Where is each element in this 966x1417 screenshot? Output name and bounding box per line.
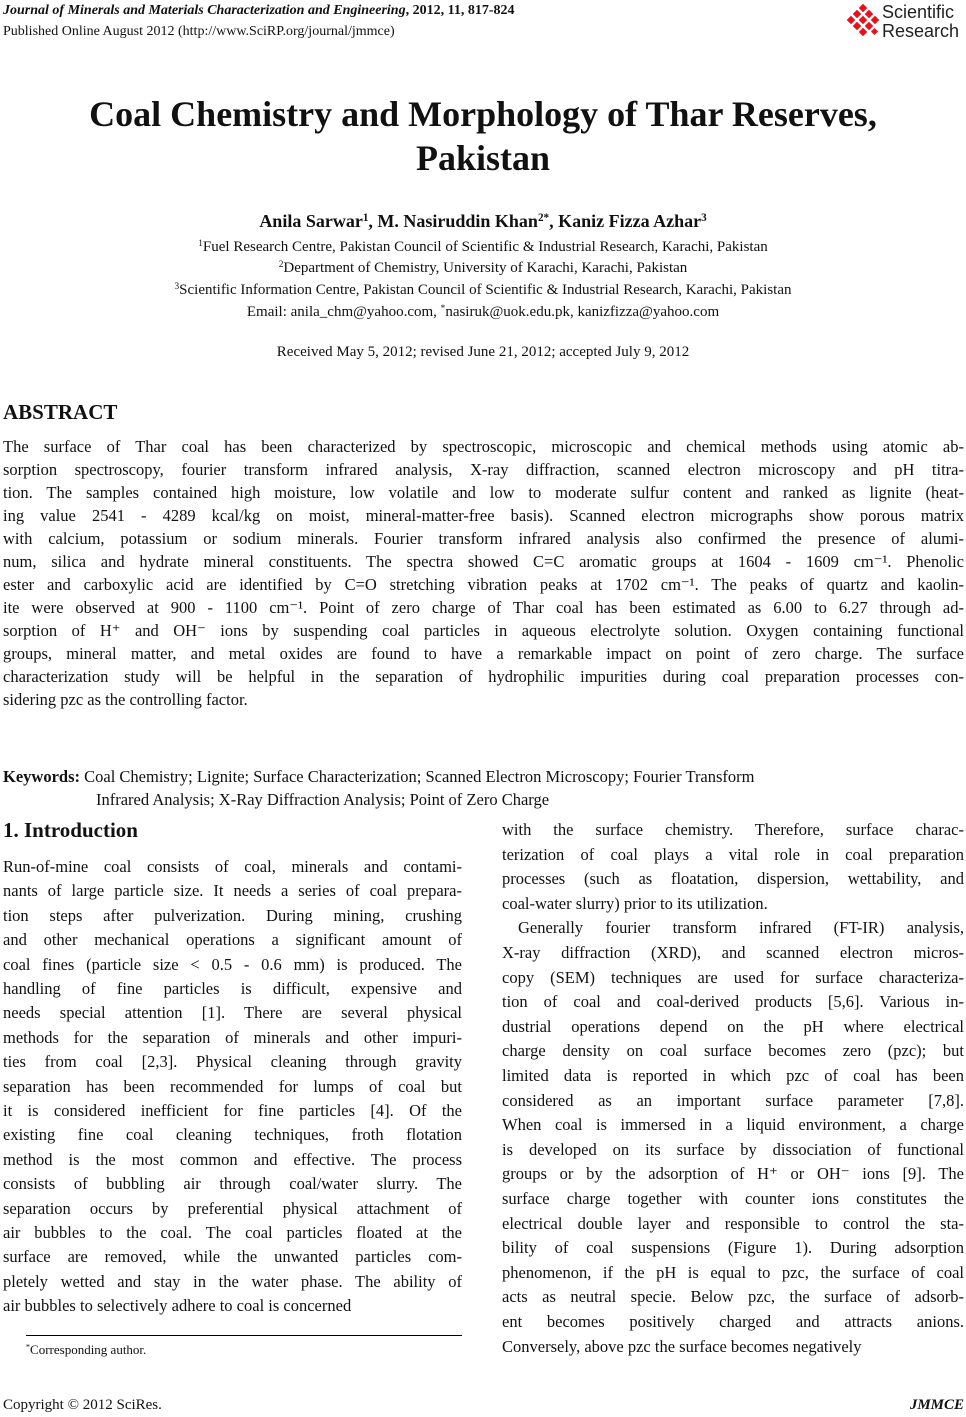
body-text-line: When coal is immersed in a liquid environment, a charge (502, 1115, 964, 1135)
abstract-line: sorption of H⁺ and OH⁻ ions by suspending coal particles in aqueous electrolyte solution. Oxygen containing functional (3, 621, 964, 640)
body-text-line: with the surface chemistry. Therefore, surface charac- (502, 820, 964, 839)
footnote-mark: * (26, 1342, 31, 1352)
abstract-heading: ABSTRACT (3, 400, 118, 424)
keywords-continued: Infrared Analysis; X-Ray Diffraction Analysis; Point of Zero Charge (96, 790, 550, 809)
body-text-line: processes (such as floatation, dispersion, wettability, and (502, 869, 964, 889)
abstract-line: sorption spectroscopy, fourier transform infrared analysis, X-ray diffraction, scanned electron microscopy and pH titra- (3, 460, 964, 479)
body-text-line: needs special attention [1]. There are several physical (3, 1003, 462, 1023)
body-text-line: tion of coal and coal-derived products [5,6]. Various in- (502, 992, 964, 1012)
body-text-line: separation has been recommended for lumps of coal but (3, 1076, 462, 1096)
journal-citation (3, 3, 514, 19)
published-online: Published Online August 2012 (http://www.SciRP.org/journal/jmmce) (3, 24, 395, 39)
affiliation-text: Fuel Research Centre, Pakistan Council of Scientific & Industrial Research, Karachi, Pakistan (202, 239, 768, 255)
body-text-line: ent becomes positively charged and attracts anions. (502, 1312, 964, 1331)
affiliation-mark: 2 (278, 259, 284, 270)
body-text-line: separation occurs by preferential physical attachment of (3, 1198, 462, 1218)
author-affiliation-mark: 1 (362, 211, 369, 224)
journal-name: Journal of Minerals and Materials Characterization and Engineering (3, 3, 406, 18)
affiliation-text: Scientific Information Centre, Pakistan Council of Scientific & Industrial Research, Karachi, Pakistan (179, 282, 792, 298)
corresponding-mark: * (440, 303, 446, 314)
journal-abbreviation: JMMCE (909, 1397, 964, 1413)
body-text-line: is developed on its surface by dissociation of functional (502, 1139, 964, 1159)
body-text-line: method is the most common and effective. The process (3, 1149, 462, 1169)
body-text-line: nants of large particle size. It needs a series of coal prepara- (3, 881, 462, 901)
footnote-text: Corresponding author. (30, 1342, 147, 1357)
body-text-line: phenomenon, if the pH is equal to pzc, the surface of coal (502, 1262, 964, 1282)
body-text-line: limited data is reported in which pzc of coal has been (502, 1066, 964, 1085)
abstract-line: ite were observed at 900 - 1100 cm⁻¹. Point of zero charge of Thar coal has been estimated as 6.00 to 6.27 through ad- (3, 598, 964, 617)
footnote (26, 1342, 146, 1358)
author-list (0, 211, 966, 232)
journal-volume-pages: , 2012, 11, 817-824 (405, 3, 515, 18)
body-text-line: existing fine coal cleaning techniques, froth flotation (3, 1125, 462, 1145)
abstract-line: with calcium, potassium or sodium minerals. Fourier transform infrared analysis also confirmed the presence of alumi- (3, 529, 964, 548)
affiliation-text: Department of Chemistry, University of Karachi, Karachi, Pakistan (283, 260, 688, 276)
body-text-line: and other mechanical operations a significant amount of (3, 930, 462, 950)
body-text-line: charge density on coal surface becomes zero (pzc); but (502, 1041, 964, 1061)
body-text-line: Generally fourier transform infrared (FT-IR) analysis, (518, 918, 964, 938)
email-line (0, 304, 966, 321)
received-dates: Received May 5, 2012; revised June 21, 2012; accepted July 9, 2012 (276, 344, 690, 360)
affiliation-mark: 3 (174, 281, 180, 292)
affiliation-mark: 1 (198, 238, 203, 249)
keywords (3, 767, 755, 787)
body-text-line: consists of bubbling air through coal/water slurry. The (3, 1174, 462, 1194)
body-text-line: acts as neutral specie. Below pzc, the surface of adsorb- (502, 1287, 964, 1307)
abstract-line: ester and carboxylic acid are identified by C=O stretching vibration peaks at 1702 cm⁻¹. The peaks of quartz and kaolin- (3, 575, 964, 594)
body-text-line: bility of coal suspensions (Figure 1). During adsorption (502, 1238, 964, 1258)
body-text-line: Run-of-mine coal consists of coal, minerals and contami- (3, 857, 462, 876)
abstract-line: The surface of Thar coal has been characterized by spectroscopic, microscopic and chemical methods using atomic ab- (3, 437, 964, 456)
author-affiliation-mark: 2* (537, 211, 550, 224)
affiliation (0, 260, 966, 277)
abstract-line: tion. The samples contained high moisture, low volatile and low to moderate sulfur content and ranked as lignite (heat- (3, 483, 964, 502)
body-text-line: copy (SEM) techniques are used for surface characteriza- (502, 967, 964, 987)
introduction-heading: 1. Introduction (3, 818, 138, 842)
body-text-line: ties from coal [2,3]. Physical cleaning through gravity (3, 1052, 462, 1072)
body-text-line: handling of fine particles is difficult, expensive and (3, 979, 462, 998)
author-separator: , (368, 211, 378, 231)
email-text[interactable]: Email: anila_chm@yahoo.com, (246, 304, 441, 320)
body-text-line: X-ray diffraction (XRD), and scanned electron micros- (502, 943, 964, 962)
affiliation (0, 282, 966, 299)
body-text-line: considered as an important surface parameter [7,8]. (502, 1090, 964, 1110)
body-text-line: coal-water slurry) prior to its utilization. (502, 893, 768, 913)
body-text-line: dustrial operations depend on the pH where electrical (502, 1016, 964, 1036)
body-text-line: pletely wetted and stay in the water phase. The ability of (3, 1271, 462, 1291)
body-text-line: tion steps after pulverization. During mining, crushing (3, 905, 462, 925)
abstract-line: num, silica and hydrate mineral constituents. The spectra showed C=C aromatic groups at 1604 - 1609 cm⁻¹. Phenolic (3, 552, 964, 571)
title-line-1: Coal Chemistry and Morphology of Thar Reserves, (89, 94, 877, 134)
logo-diamonds-icon (846, 4, 880, 40)
body-text-line: surface are removed, while the unwanted particles com- (3, 1247, 462, 1267)
body-text-line: air bubbles to selectively adhere to coal is concerned (3, 1296, 352, 1316)
keywords-label: Keywords: (3, 767, 80, 786)
author-affiliation-mark: 3 (701, 211, 707, 224)
keywords-text: Coal Chemistry; Lignite; Surface Characterization; Scanned Electron Microscopy; Fourier Transform (80, 767, 755, 786)
body-text-line: air bubbles to the coal. The coal particles floated at the (3, 1223, 462, 1242)
author-separator: , (549, 211, 559, 231)
email-text[interactable]: nasiruk@uok.edu.pk, kanizfizza@yahoo.com (445, 304, 720, 320)
body-text-line: surface charge together with counter ions constitutes the (502, 1189, 964, 1208)
author-name: Kaniz Fizza Azhar (558, 211, 702, 231)
copyright: Copyright © 2012 SciRes. (3, 1397, 162, 1413)
body-text-line: electrical double layer and responsible to control the sta- (502, 1213, 964, 1233)
body-text-line: terization of coal plays a vital role in coal preparation (502, 844, 964, 864)
scientific-research-logo (846, 2, 966, 46)
author-name: M. Nasiruddin Khan (377, 211, 538, 231)
abstract-line: characterization study will be helpful in the separation of hydrophilic impurities during coal preparation processes con- (3, 667, 964, 686)
paper-title (0, 92, 966, 180)
footnote-divider (26, 1335, 462, 1336)
title-line-2: Pakistan (415, 138, 551, 178)
logo-text-line2: Research (882, 21, 960, 41)
affiliation (0, 239, 966, 256)
abstract-line: groups, mineral matter, and metal oxides are found to have a remarkable impact on point of zero charge. The surface (3, 644, 964, 663)
abstract-line: sidering pzc as the controlling factor. (3, 690, 248, 709)
body-text-line: methods for the separation of minerals and other impuri- (3, 1027, 462, 1047)
body-text-line: groups or by the adsorption of H⁺ or OH⁻ ions [9]. The (502, 1164, 964, 1184)
body-text-line: Conversely, above pzc the surface becomes negatively (502, 1336, 862, 1356)
body-text-line: coal fines (particle size < 0.5 - 0.6 mm) is produced. The (3, 954, 462, 974)
author-name: Anila Sarwar (259, 211, 363, 231)
logo-text-line1: Scientific (882, 2, 955, 22)
body-text-line: it is considered inefficient for fine particles [4]. Of the (3, 1101, 462, 1120)
abstract-line: ing value 2541 - 4289 kcal/kg on moist, mineral-matter-free basis). Scanned electron micrographs show porous matrix (3, 506, 964, 525)
